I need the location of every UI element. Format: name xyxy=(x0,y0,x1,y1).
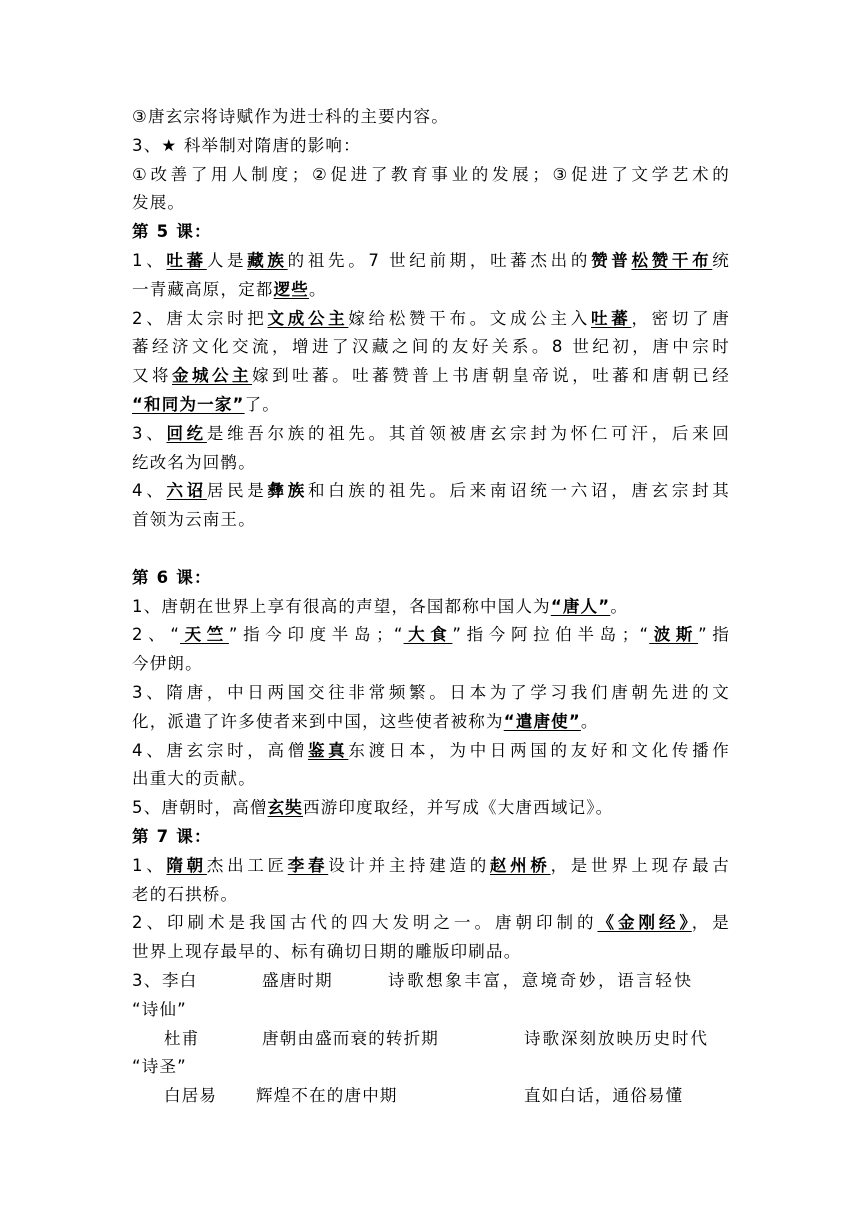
text: 统 xyxy=(712,250,730,270)
text: 化，派遣了许多使者来到中国，这些使者被称为 xyxy=(132,711,504,731)
text: 5、唐朝时，高僧 xyxy=(132,798,268,818)
text: 设计并主持建造的 xyxy=(328,855,490,875)
poet-style: 诗歌想象丰富，意境奇妙，语言轻快 xyxy=(388,970,694,990)
text: 1、唐朝在世界上享有很高的声望，各国都称中国人为 xyxy=(132,596,551,616)
lesson5-p2-line2: 蕃经济文化交流，增进了汉藏之间的友好关系。8 世纪初，唐中宗时 xyxy=(132,337,730,357)
text: 又将 xyxy=(132,366,173,386)
poet-period: 唐朝由盛而衰的转折期 xyxy=(262,1028,439,1048)
keyword: 吐蕃 xyxy=(166,250,207,270)
lesson5-p1-line1 xyxy=(132,247,730,276)
keyword: 《金刚经》 xyxy=(597,913,692,933)
poet-title: “诗圣” xyxy=(132,1057,187,1077)
lesson5-p4-line2: 首领为云南王。 xyxy=(132,510,256,530)
poet-name: 杜甫 xyxy=(164,1028,200,1048)
poet-period: 盛唐时期 xyxy=(262,970,333,990)
poet-style: 直如白话，通俗易懂 xyxy=(524,1086,684,1106)
keyword: 吐蕃 xyxy=(591,308,632,328)
text: 西游印度取经，并写成《大唐西域记》。 xyxy=(303,798,614,818)
text: 一青藏高原，定都 xyxy=(132,279,274,299)
poet-row-libai xyxy=(132,967,730,996)
lesson5-p2-line1 xyxy=(132,305,730,334)
lesson6-p1 xyxy=(132,593,730,622)
lesson6-p5 xyxy=(132,794,730,823)
lesson6-p3-line2 xyxy=(132,708,730,737)
keyword: 赞普 xyxy=(591,250,632,270)
lesson4-impact-line2: 发展。 xyxy=(132,193,186,213)
keyword: 藏族 xyxy=(247,250,288,270)
keyword: 波斯 xyxy=(649,625,699,645)
lesson6-p2-line1 xyxy=(132,621,730,650)
lesson6-title: 第 6 课： xyxy=(132,567,212,587)
poet-title-dufu xyxy=(132,1053,730,1082)
keyword: “唐人” xyxy=(550,596,611,616)
keyword: 金城公主 xyxy=(172,366,253,386)
lesson7-p2-line2: 世界上现存最早的、标有确切日期的雕版印刷品。 xyxy=(132,942,522,962)
text: 。 xyxy=(309,279,327,299)
keyword: 赵州桥 xyxy=(489,855,551,875)
poet-number: 3、 xyxy=(132,970,162,990)
text: 2、唐太宗时把 xyxy=(132,308,268,328)
text: 杰出工匠 xyxy=(206,855,288,875)
lesson7-p2-line1 xyxy=(132,909,730,938)
keyword: 六诏 xyxy=(166,481,207,501)
lesson7-p1-line1 xyxy=(132,852,730,881)
text: 。 xyxy=(610,596,629,616)
text: 东渡日本，为中日两国的友好和文化传播作 xyxy=(348,740,730,760)
poet-row-dufu xyxy=(132,1025,730,1054)
keyword: 隋朝 xyxy=(166,855,207,875)
keyword: 回纥 xyxy=(166,423,207,443)
lesson5-p3-line2: 纥改名为回鹘。 xyxy=(132,452,256,472)
lesson5-p2-line3 xyxy=(132,362,730,391)
lesson4-impact-line1: ①改善了用人制度；②促进了教育事业的发展；③促进了文学艺术的 xyxy=(132,164,730,184)
keyword: 彝族 xyxy=(267,481,308,501)
text: 人是 xyxy=(206,250,248,270)
lesson5-p4-line1 xyxy=(132,477,730,506)
text: “ xyxy=(170,625,181,645)
text: ”指今阿拉伯半岛；“ xyxy=(452,625,650,645)
lesson6-p3-line1: 3、隋唐，中日两国交往非常频繁。日本为了学习我们唐朝先进的文 xyxy=(132,682,730,702)
poet-name: 李白 xyxy=(162,970,198,990)
lesson6-p4-line2: 出重大的贡献。 xyxy=(132,769,256,789)
keyword: 逻些 xyxy=(273,279,310,299)
keyword: 大食 xyxy=(403,625,453,645)
keyword: 玄奘 xyxy=(267,798,304,818)
keyword: “和同为一家” xyxy=(132,394,245,414)
poet-style: 诗歌深刻放映历史时代 xyxy=(524,1028,709,1048)
lesson5-p1-line2 xyxy=(132,276,730,305)
poet-title-libai xyxy=(132,996,730,1025)
text: 3、 xyxy=(132,423,167,443)
text: 和白族的祖先。后来南诏统一六诏，唐玄宗封其 xyxy=(307,481,730,501)
lesson7-p1-line2: 老的石拱桥。 xyxy=(132,884,239,904)
keyword: 文成公主 xyxy=(267,308,349,328)
text: 居民是 xyxy=(206,481,268,501)
poet-period: 辉煌不在的唐中期 xyxy=(256,1086,398,1106)
text: ，密切了唐 xyxy=(631,308,731,328)
keyword: 松赞干布 xyxy=(631,250,713,270)
text: 1、 xyxy=(132,250,167,270)
text: 嫁到吐蕃。吐蕃赞普上书唐朝皇帝说，吐蕃和唐朝已经 xyxy=(252,366,730,386)
lesson5-title: 第 5 课： xyxy=(132,222,212,242)
text: 是维吾尔族的祖先。其首领被唐玄宗封为怀仁可汗，后来回 xyxy=(206,423,730,443)
text: 4、唐玄宗时，高僧 xyxy=(132,740,308,760)
keyword: 李春 xyxy=(287,855,329,875)
text: 嫁给松赞干布。文成公主入 xyxy=(348,308,591,328)
text: ”指 xyxy=(698,625,730,645)
lesson7-title: 第 7 课： xyxy=(132,826,212,846)
text: 的祖先。7 世纪前期，吐蕃杰出的 xyxy=(287,250,592,270)
keyword: 天竺 xyxy=(180,625,229,645)
lesson6-p4-line1 xyxy=(132,737,730,766)
poet-title: “诗仙” xyxy=(132,999,187,1019)
lesson6-p2-line2: 今伊朗。 xyxy=(132,654,203,674)
text: ，是世界上现存最古 xyxy=(550,855,730,875)
poet-name: 白居易 xyxy=(164,1086,218,1106)
poet-row-baijuyi xyxy=(132,1082,730,1111)
keyword: 鉴真 xyxy=(307,740,349,760)
document-body xyxy=(132,103,730,1111)
blank-line xyxy=(132,535,730,564)
text: 1、 xyxy=(132,855,167,875)
lesson5-p2-line4 xyxy=(132,391,730,420)
text: ，是 xyxy=(691,913,730,933)
text: 2、印刷术是我国古代的四大发明之一。唐朝印制的 xyxy=(132,913,598,933)
keyword: “遣唐使” xyxy=(503,711,581,731)
lesson4-item3: ③唐玄宗将诗赋作为进士科的主要内容。 xyxy=(132,107,449,126)
lesson4-heading3: 3、★ 科举制对隋唐的影响： xyxy=(132,135,361,155)
lesson5-p3-line1 xyxy=(132,420,730,449)
text: 了。 xyxy=(244,394,280,414)
text: ”指今印度半岛；“ xyxy=(228,625,404,645)
text: 2、 xyxy=(132,625,171,645)
text: 4、 xyxy=(132,481,167,501)
text: 。 xyxy=(580,711,599,731)
